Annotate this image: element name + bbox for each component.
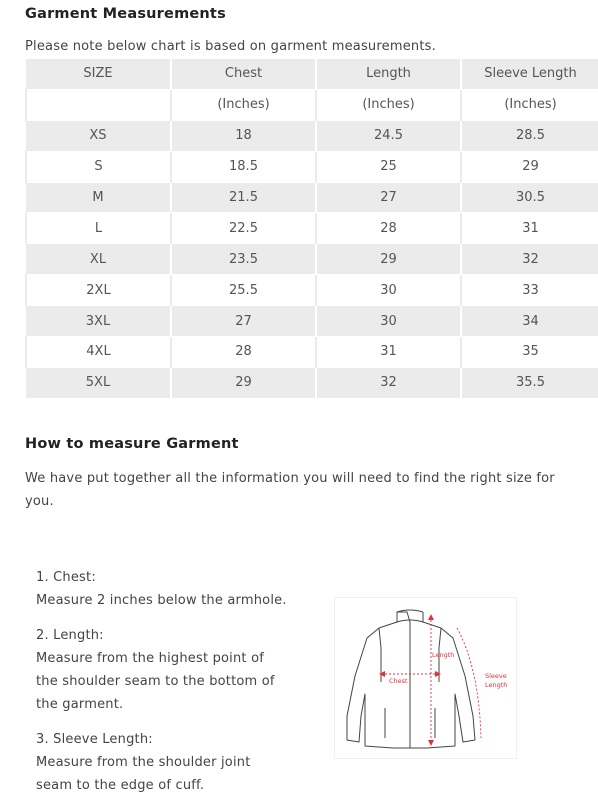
- label-sleeve-2: Length: [485, 681, 508, 689]
- cell-length: 30: [316, 275, 461, 306]
- measure-steps: [36, 566, 287, 797]
- unit-chest: (Inches): [171, 89, 316, 120]
- cell-length: 25: [316, 151, 461, 182]
- garment-measurements-heading: Garment Measurements: [25, 6, 226, 22]
- cell-length: 30: [316, 306, 461, 337]
- how-to-measure-heading: How to measure Garment: [25, 436, 239, 452]
- cell-length: 27: [316, 182, 461, 213]
- header-sleeve-length: Sleeve Length: [461, 59, 598, 89]
- sleeve-line: [457, 628, 481, 738]
- cell-sleeve-length: 33: [461, 275, 598, 306]
- table-row: [26, 182, 598, 213]
- cell-sleeve-length: 35: [461, 337, 598, 368]
- chart-note: Please note below chart is based on garment measurements.: [25, 39, 436, 54]
- cell-sleeve-length: 31: [461, 213, 598, 244]
- size-chart-table: [25, 59, 598, 399]
- jacket-measurement-diagram: [334, 597, 517, 759]
- cell-size: 3XL: [26, 306, 171, 337]
- intro-line-2: you.: [25, 494, 54, 509]
- label-length: Length: [432, 651, 455, 659]
- cell-length: 29: [316, 244, 461, 275]
- table-header-row: [26, 59, 598, 89]
- cell-chest: 29: [171, 367, 316, 398]
- table-row: [26, 367, 598, 398]
- arrow-down-icon: [428, 740, 434, 746]
- step-chest-text: Measure 2 inches below the armhole.: [36, 593, 287, 608]
- cell-size: XS: [26, 120, 171, 151]
- cell-chest: 21.5: [171, 182, 316, 213]
- cell-chest: 22.5: [171, 213, 316, 244]
- table-row: [26, 213, 598, 244]
- arrow-up-icon: [428, 614, 434, 620]
- label-sleeve-1: Sleeve: [485, 672, 507, 680]
- step-length-text-3: the garment.: [36, 697, 124, 712]
- unit-size: [26, 89, 171, 120]
- cell-sleeve-length: 28.5: [461, 120, 598, 151]
- step-length-text-2: the shoulder seam to the bottom of: [36, 674, 275, 689]
- step-sleeve-title: 3. Sleeve Length:: [36, 732, 153, 747]
- table-row: [26, 337, 598, 368]
- cell-length: 31: [316, 337, 461, 368]
- step-length-title: 2. Length:: [36, 628, 104, 643]
- cell-sleeve-length: 35.5: [461, 367, 598, 398]
- cell-chest: 28: [171, 337, 316, 368]
- cell-size: 2XL: [26, 275, 171, 306]
- jacket-illustration: [335, 598, 516, 758]
- step-length-text-1: Measure from the highest point of: [36, 651, 264, 666]
- cell-chest: 18: [171, 120, 316, 151]
- header-length: Length: [316, 59, 461, 89]
- cell-size: 4XL: [26, 337, 171, 368]
- cell-size: L: [26, 213, 171, 244]
- unit-length: (Inches): [316, 89, 461, 120]
- cell-chest: 25.5: [171, 275, 316, 306]
- cell-size: XL: [26, 244, 171, 275]
- cell-length: 24.5: [316, 120, 461, 151]
- label-chest: Chest: [389, 677, 408, 685]
- cell-length: 28: [316, 213, 461, 244]
- intro-line-1: We have put together all the information you will need to find the right size for: [25, 471, 555, 486]
- step-chest-title: 1. Chest:: [36, 570, 96, 585]
- cell-chest: 27: [171, 306, 316, 337]
- arrow-right-icon: [435, 671, 441, 677]
- cell-length: 32: [316, 367, 461, 398]
- table-row: [26, 306, 598, 337]
- table-row: [26, 151, 598, 182]
- table-row: [26, 275, 598, 306]
- cell-size: 5XL: [26, 367, 171, 398]
- step-sleeve-text-1: Measure from the shoulder joint: [36, 755, 251, 770]
- table-row: [26, 120, 598, 151]
- cell-size: S: [26, 151, 171, 182]
- cell-chest: 18.5: [171, 151, 316, 182]
- cell-sleeve-length: 32: [461, 244, 598, 275]
- cell-chest: 23.5: [171, 244, 316, 275]
- arrow-left-icon: [379, 671, 385, 677]
- table-row: [26, 244, 598, 275]
- cell-sleeve-length: 30.5: [461, 182, 598, 213]
- jacket-outline-icon: [347, 610, 475, 748]
- unit-sleeve-length: (Inches): [461, 89, 598, 120]
- cell-sleeve-length: 34: [461, 306, 598, 337]
- cell-sleeve-length: 29: [461, 151, 598, 182]
- table-units-row: [26, 89, 598, 120]
- header-size: SIZE: [26, 59, 171, 89]
- step-sleeve-text-2: seam to the edge of cuff.: [36, 778, 205, 793]
- cell-size: M: [26, 182, 171, 213]
- header-chest: Chest: [171, 59, 316, 89]
